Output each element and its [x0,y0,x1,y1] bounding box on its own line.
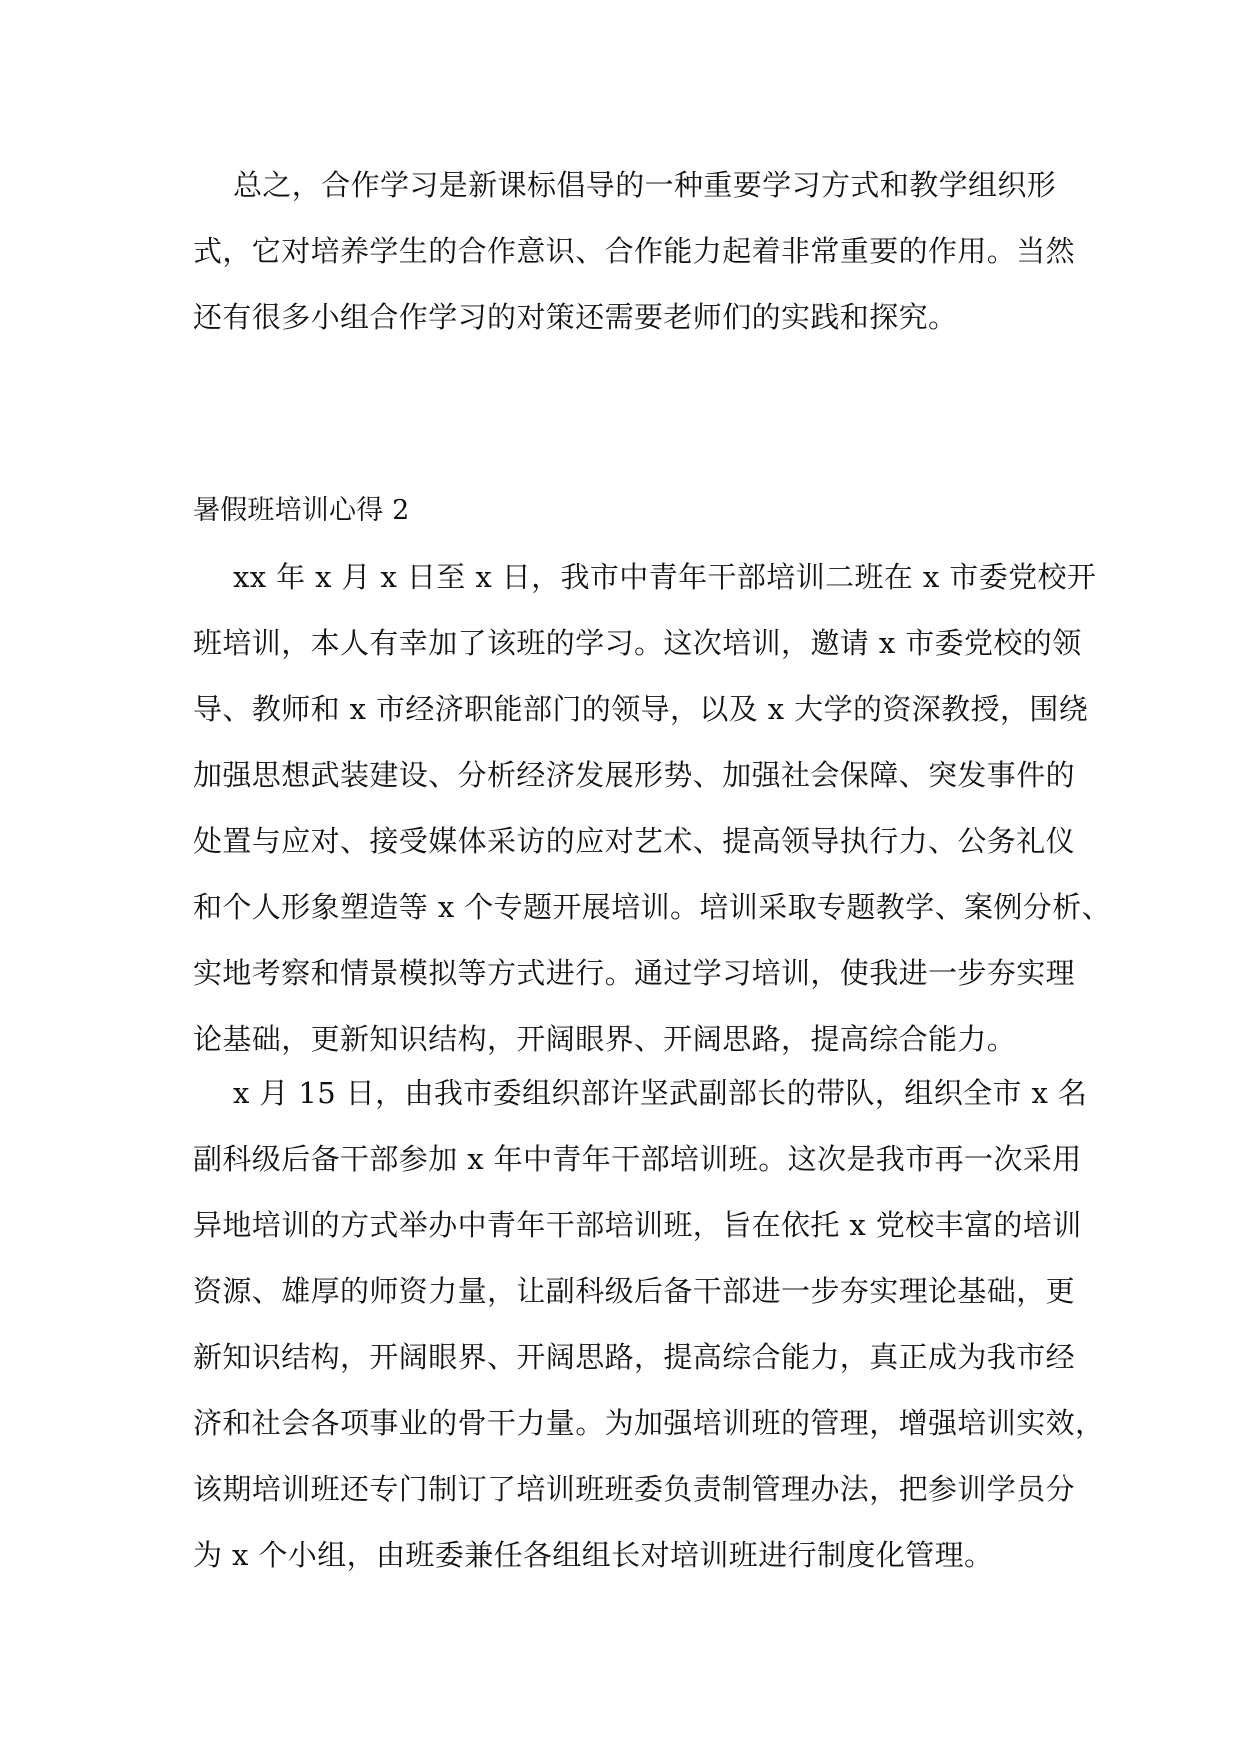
paragraph-line: 论基础，更新知识结构，开阔眼界、开阔思路，提高综合能力。 [193,1022,1017,1056]
paragraph-1 [193,544,1111,1072]
section-title-block [193,478,1053,544]
paragraph-line: 资源、雄厚的师资力量，让副科级后备干部进一步夯实理论基础，更 [193,1274,1076,1308]
paragraph-line: 加强思想武装建设、分析经济发展形势、加强社会保障、突发事件的 [193,758,1076,792]
paragraph-line: 济和社会各项事业的骨干力量。为加强培训班的管理，增强培训实效， [193,1406,1105,1440]
paragraph-line: x 月 15 日，由我市委组织部许坚武副部长的带队，组织全市 x 名 [233,1076,1088,1110]
paragraph-line: 实地考察和情景模拟等方式进行。通过学习培训，使我进一步夯实理 [193,956,1076,990]
paragraph-line: 和个人形象塑造等 x 个专题开展培训。培训采取专题教学、案例分析、 [193,890,1111,924]
paragraph-line: 班培训，本人有幸加了该班的学习。这次培训，邀请 x 市委党校的领 [193,626,1082,660]
paragraph-line: xx 年 x 月 x 日至 x 日，我市中青年干部培训二班在 x 市委党校开 [233,560,1097,594]
paragraph-line: 该期培训班还专门制订了培训班班委负责制管理办法，把参训学员分 [193,1472,1076,1506]
paragraph-line: 还有很多小组合作学习的对策还需要老师们的实践和探究。 [193,300,958,334]
section-title: 暑假班培训心得 2 [193,495,410,526]
paragraph-line: 式，它对培养学生的合作意识、合作能力起着非常重要的作用。当然 [193,234,1076,268]
paragraph-line: 为 x 个小组，由班委兼任各组组长对培训班进行制度化管理。 [193,1538,994,1572]
intro-paragraph [193,152,1076,350]
paragraph-line: 导、教师和 x 市经济职能部门的领导，以及 x 大学的资深教授，围绕 [193,692,1089,726]
paragraph-2 [193,1060,1105,1588]
paragraph-line: 处置与应对、接受媒体采访的应对艺术、提高领导执行力、公务礼仪 [193,824,1076,858]
paragraph-line: 副科级后备干部参加 x 年中青年干部培训班。这次是我市再一次采用 [193,1142,1082,1176]
paragraph-line: 总之，合作学习是新课标倡导的一种重要学习方式和教学组织形 [233,168,1057,202]
paragraph-line: 新知识结构，开阔眼界、开阔思路，提高综合能力，真正成为我市经 [193,1340,1076,1374]
paragraph-line: 异地培训的方式举办中青年干部培训班，旨在依托 x 党校丰富的培训 [193,1208,1082,1242]
